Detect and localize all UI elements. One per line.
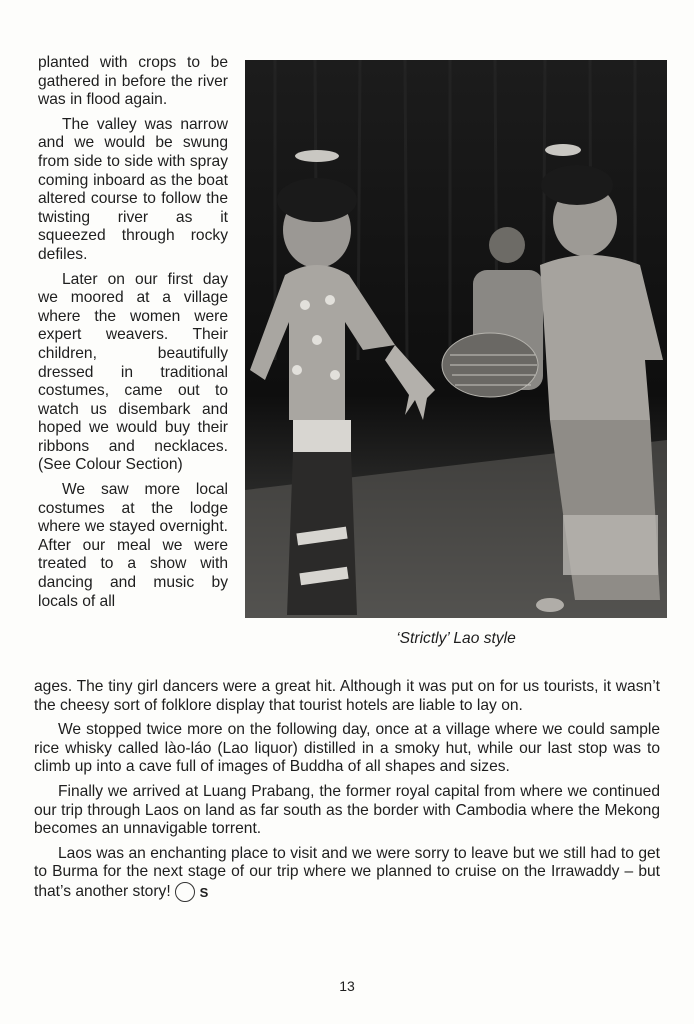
paragraph-text: Laos was an enchanting place to visit and we were sorry to leave but we still had to get to Burma for the next stage of our trip where we planned to cruise on the Irrawaddy – but that’s another story! <box>34 844 660 901</box>
paragraph: planted with crops to be gathered in before the river was in flood again. <box>38 54 228 109</box>
paragraph: We stopped twice more on the following day, once at a village where we could sample rice whisky called lào-láo (Lao liquor) distilled in a smoky hut, while our last stop was to climb up into a cave full of images of Buddha of all shapes and sizes. <box>34 721 660 776</box>
paragraph: Later on our first day we moored at a village where the women were expert weavers. Their children, beautifully dressed in traditional costumes, came out to watch us disembark and hoped we would buy their ribbons and necklaces. (See Colour Section) <box>38 270 228 474</box>
end-logo-icon: S <box>175 882 195 902</box>
page-number: 13 <box>339 978 355 994</box>
paragraph: The valley was narrow and we would be swung from side to side with spray coming inboard as the boat altered course to follow the twisting river as it squeezed through rocky defiles. <box>38 115 228 263</box>
paragraph: Finally we arrived at Luang Prabang, the former royal capital from where we continued our trip through Laos on land as far south as the border with Cambodia where the Mekong becomes an unnavigable torrent. <box>34 782 660 838</box>
paragraph: We saw more local costumes at the lodge where we stayed overnight. After our meal we were treated to a show with dancing and music by locals of all <box>38 481 228 610</box>
paragraph <box>34 845 660 902</box>
full-width-text <box>34 678 660 908</box>
dancers-photo <box>245 60 667 618</box>
paragraph: ages. The tiny girl dancers were a great hit. Although it was put on for us tourists, it wasn’t the cheesy sort of folklore display that tourist hotels are liable to lay on. <box>34 678 660 714</box>
left-text-column <box>38 54 228 617</box>
photo-caption: ‘Strictly’ Lao style <box>396 630 516 647</box>
